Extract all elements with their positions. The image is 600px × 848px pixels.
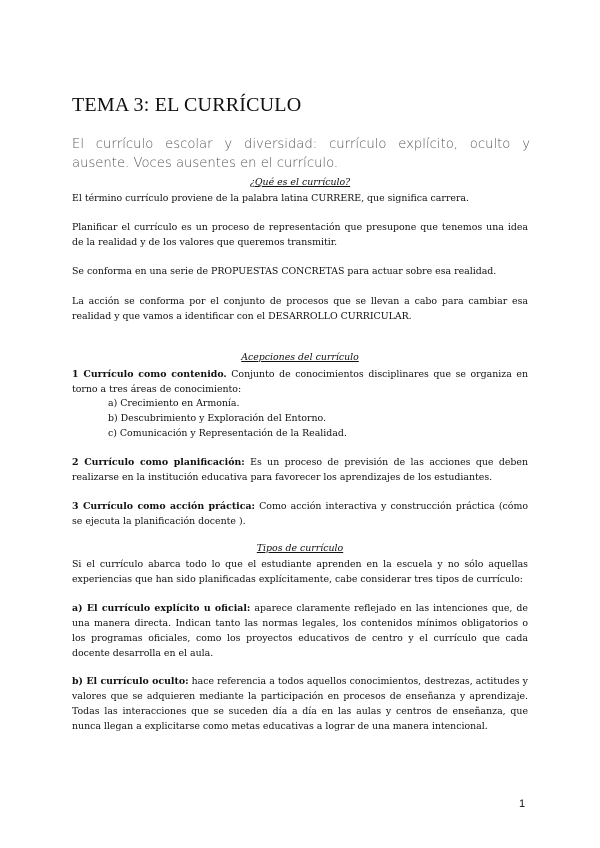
list-item: c) Comunicación y Representación de la Realidad. — [108, 428, 347, 439]
tipo-explicito-text: aparece claramente reflejado en las intenciones que, de una manera directa. Indican tanto las normas legales, los contenidos mínimos obligatorios o los programas oficiales, como los proyectos educativos de centro y el currículo que cada docente desarrolla en el aula. — [72, 603, 528, 659]
acepcion-3-label: 3 Currículo como acción práctica: — [72, 501, 255, 512]
tipo-oculto-label: b) El currículo oculto: — [72, 676, 189, 687]
acepcion-3 — [72, 499, 528, 529]
paragraph-accion: La acción se conforma por el conjunto de procesos que se llevan a cabo para cambiar esa realidad y que vamos a identificar con el DESARROLLO CURRICULAR. — [72, 296, 528, 322]
acepcion-1-text: Conjunto de conocimientos disciplinares que se organiza en torno a tres áreas de conocimiento: — [72, 369, 528, 395]
section-heading-tipos: Tipos de currículo — [256, 543, 344, 554]
subtitle: El currículo escolar y diversidad: currículo explícito, oculto y ausente. Voces ausentes en el currículo. — [72, 137, 530, 171]
acepcion-2-text: Es un proceso de previsión de las acciones que deben realizarse en la institución educativa para favorecer los aprendizajes de los estudiantes. — [72, 457, 528, 483]
page-title: TEMA 3: EL CURRÍCULO — [72, 94, 302, 116]
section-heading-acepciones: Acepciones del currículo — [241, 352, 359, 363]
acepcion-1 — [72, 367, 528, 397]
paragraph-planificar: Planificar el currículo es un proceso de representación que presupone que tenemos una idea de la realidad y de los valores que queremos transmitir. — [72, 222, 528, 248]
acepcion-2-label: 2 Currículo como planificación: — [72, 457, 245, 468]
acepcion-1-label: 1 Currículo como contenido. — [72, 369, 227, 380]
list-item: b) Descubrimiento y Exploración del Entorno. — [108, 413, 326, 424]
paragraph-origen: El término currículo proviene de la palabra latina CURRERE, que significa carrera. — [72, 193, 469, 204]
acepcion-2 — [72, 455, 528, 485]
acepcion-3-text: Como acción interactiva y construcción práctica (cómo se ejecuta la planificación docente ). — [72, 501, 528, 527]
paragraph-propuestas: Se conforma en una serie de PROPUESTAS CONCRETAS para actuar sobre esa realidad. — [72, 266, 497, 277]
list-item: a) Crecimiento en Armonía. — [108, 398, 240, 409]
areas-list — [108, 396, 347, 441]
section-heading-que-es: ¿Qué es el currículo? — [249, 177, 351, 188]
tipo-explicito — [72, 601, 528, 661]
page-number: 1 — [519, 798, 526, 810]
tipo-oculto-text: hace referencia a todos aquellos conocimientos, destrezas, actitudes y valores que se adquieren mediante la participación en procesos de enseñanza y aprendizaje. Todas las interacciones que se suceden día a día en las aulas y centros de enseñanza, que nunca llegan a explicitarse como metas educativas a lograr de una manera intencional. — [72, 676, 528, 732]
tipo-oculto — [72, 674, 528, 734]
paragraph-tipos-intro: Si el currículo abarca todo lo que el estudiante aprenden en la escuela y no sólo aquellas experiencias que han sido planificadas explícitamente, cabe considerar tres tipos de currículo: — [72, 559, 528, 585]
tipo-explicito-label: a) El currículo explícito u oficial: — [72, 603, 251, 614]
